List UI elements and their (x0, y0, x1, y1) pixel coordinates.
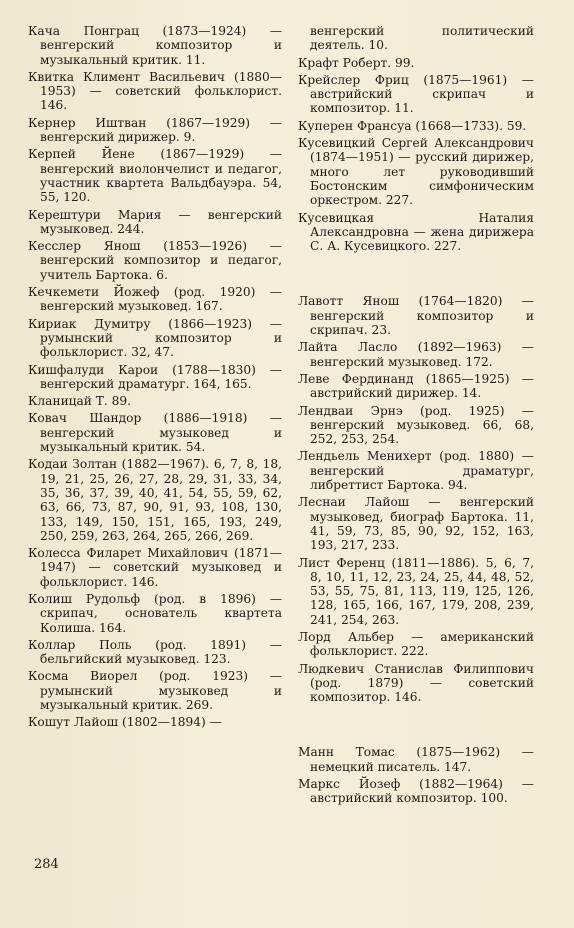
index-entry-continuation: венгерский политический деятель. 10. (310, 24, 534, 53)
index-entry: Кишфалуди Карои (1788—1830) — венгерский драматург. 164, 165. (28, 362, 282, 391)
index-entry: Кусевицкая Наталия Александровна — жена дирижера С. А. Кусевицкого. 227. (298, 210, 534, 254)
index-entry: Лист Ференц (1811—1886). 5, 6, 7, 8, 10, 11, 12, 23, 24, 25, 44, 48, 52, 53, 55, 75, 81, 113, 119, 125, 126, 128, 165, 166, 167, 179, 208, 239, 241, 254, 263. (298, 555, 534, 627)
index-entry: Квитка Климент Васильевич (1880—1953) — советский фольклорист. 146. (28, 69, 282, 113)
index-entry: Крафт Роберт. 99. (298, 55, 415, 70)
index-entry: Леве Фердинанд (1865—1925) — австрийский дирижер. 14. (298, 371, 534, 401)
index-entry: Керештури Мария — венгерский музыковед. 244. (28, 207, 282, 236)
index-entry: Кусевицкий Сергей Александрович (1874—1951) — русский дирижер, много лет руководивший Бостонским симфоническим оркестром. 227. (298, 136, 534, 208)
index-entry: Лавотт Янош (1764—1820) — венгерский композитор и скрипач. 23. (298, 294, 534, 338)
index-entry: Маркс Йозеф (1882—1964) — австрийский композитор. 100. (298, 777, 534, 806)
index-entry: Крейслер Фриц (1875—1961) — австрийский скрипач и композитор. 11. (298, 72, 534, 116)
index-entry: Косма Виорел (род. 1923) — румынский музыковед и музыкальный критик. 269. (28, 669, 282, 713)
index-entry: Кланицай Т. 89. (28, 394, 132, 409)
page-number: 284 (34, 857, 59, 872)
index-entry: Лендваи Эрнэ (род. 1925) — венгерский музыковед. 66, 68, 252, 253, 254. (298, 403, 534, 447)
index-entry: Кесслер Янош (1853—1926) — венгерский композитор и педагог, учитель Бартока. 6. (28, 239, 282, 282)
index-entry: Кодаи Золтан (1882—1967). 6, 7, 8, 18, 19, 21, 25, 26, 27, 28, 29, 31, 33, 34, 35, 36, 37, 39, 40, 41, 54, 55, 59, 62, 63, 66, 73, 87, 90, 91, 93, 108, 130, 133, 149, 150, 151, 165, 193, 249, 250, 259, 263, 264, 265, 266, 269. (28, 457, 282, 543)
index-entry: Лорд Альбер — американский фольклорист. 222. (298, 629, 534, 659)
right-column (298, 24, 534, 809)
index-entry: Кошут Лайош (1802—1894) — (28, 715, 222, 730)
index-entry: Кириак Думитру (1866—1923) — румынский композитор и фольклорист. 32, 47. (28, 316, 282, 360)
index-entry: Колиш Рудольф (род. в 1896) — скрипач, основатель квартета Колиша. 164. (28, 591, 282, 635)
index-entry: Колесса Филарет Михайлович (1871—1947) — советский музыковед и фольклорист. 146. (28, 546, 282, 589)
index-entry: Ковач Шандор (1886—1918) — венгерский музыковед и музыкальный критик. 54. (28, 411, 282, 455)
index-entry: Лендьель Менихерт (род. 1880) — венгерский драматург, либреттист Бартока. 94. (298, 449, 534, 493)
index-entry: Кечкемети Йожеф (род. 1920) — венгерский музыковед. 167. (28, 285, 282, 314)
index-entry: Кача Понграц (1873—1924) — венгерский композитор и музыкальный критик. 11. (28, 24, 282, 67)
index-entry: Лайта Ласло (1892—1963) — венгерский музыковед. 172. (298, 340, 534, 369)
index-entry: Куперен Франсуа (1668—1733). 59. (298, 118, 527, 133)
index-entry: Леснаи Лайош — венгерский музыковед, биограф Бартока. 11, 41, 59, 73, 85, 90, 92, 152, 163, 193, 217, 233. (298, 495, 534, 553)
index-entry: Кернер Иштван (1867—1929) — венгерский дирижер. 9. (28, 115, 282, 145)
index-entry: Манн Томас (1875—1962) — немецкий писатель. 147. (298, 745, 534, 774)
section-gap (298, 707, 534, 745)
index-entry: Коллар Поль (род. 1891) — бельгийский музыковед. 123. (28, 637, 282, 667)
left-column (28, 24, 282, 733)
index-entry: Людкевич Станислав Филиппович (род. 1879) — советский композитор. 146. (298, 661, 534, 705)
section-gap (298, 256, 534, 294)
index-entry: Керпей Йене (1867—1929) — венгерский виолончелист и педагог, участник квартета Вальдбауэра. 54, 55, 120. (28, 147, 282, 205)
